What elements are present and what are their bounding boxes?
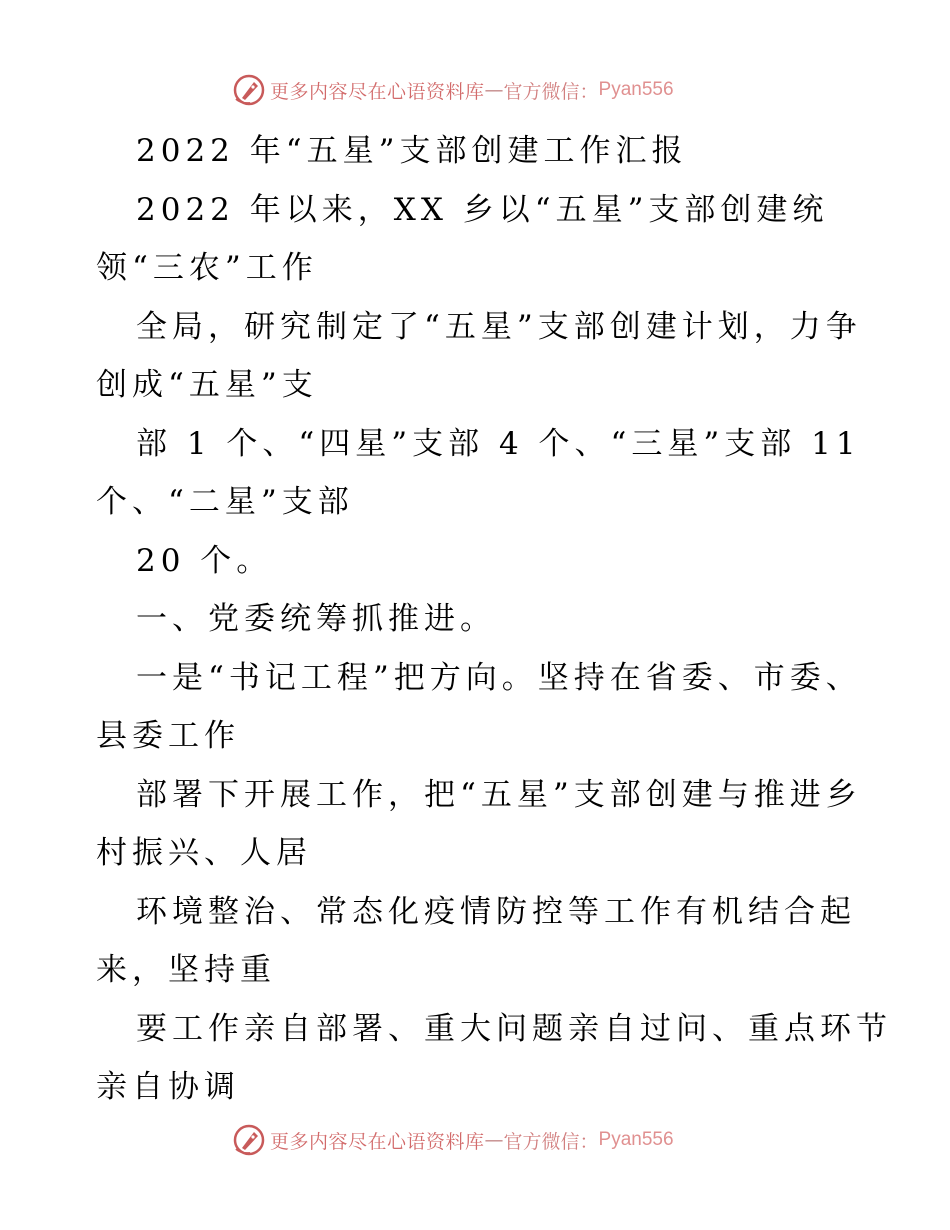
text-line: 县委工作 <box>96 718 240 754</box>
watermark-header <box>232 70 732 110</box>
text-line: 来，坚持重 <box>96 952 276 988</box>
watermark-wechat-label: 官方微信： <box>503 1130 599 1153</box>
text-line: 领“三农”工作 <box>96 250 318 286</box>
text-line: 要工作亲自部署、重大问题亲自过问、重点环节 <box>136 1010 892 1047</box>
watermark-dash: — <box>484 1129 504 1151</box>
pen-nib-circle-icon <box>232 73 266 107</box>
text-line: 个、“二星”支部 <box>96 484 354 520</box>
text-line: 部署下开展工作，把“五星”支部创建与推进乡 <box>136 776 862 813</box>
watermark-text: 更多内容尽在心语资料库 <box>270 1130 485 1153</box>
text-line: 创成“五星”支 <box>96 367 318 403</box>
text-line: 亲自协调 <box>96 1069 240 1105</box>
watermark-dash: — <box>484 79 504 101</box>
text-line: 村振兴、人居 <box>96 835 312 871</box>
watermark-wechat-id: Pyan556 <box>598 1129 674 1150</box>
watermark-wechat-id: Pyan556 <box>598 79 674 100</box>
text-line: 部 1 个、“四星”支部 4 个、“三星”支部 11 <box>136 425 861 462</box>
pen-nib-circle-icon <box>232 1123 266 1157</box>
watermark-footer <box>232 1120 732 1160</box>
watermark-wechat-label: 官方微信： <box>503 80 599 103</box>
text-line: 一是“书记工程”把方向。坚持在省委、市委、 <box>136 659 862 696</box>
document-body <box>96 122 892 1117</box>
section-heading: 一、党委统筹抓推进。 <box>136 601 496 637</box>
text-line: 环境整治、常态化疫情防控等工作有机结合起 <box>136 893 856 930</box>
text-line: 2022 年以来，XX 乡以“五星”支部创建统 <box>136 191 829 228</box>
watermark-text: 更多内容尽在心语资料库 <box>270 80 485 103</box>
text-line: 全局，研究制定了“五星”支部创建计划，力争 <box>136 308 862 345</box>
text-line: 20 个。 <box>136 542 273 579</box>
document-title: 2022 年“五星”支部创建工作汇报 <box>136 133 688 169</box>
